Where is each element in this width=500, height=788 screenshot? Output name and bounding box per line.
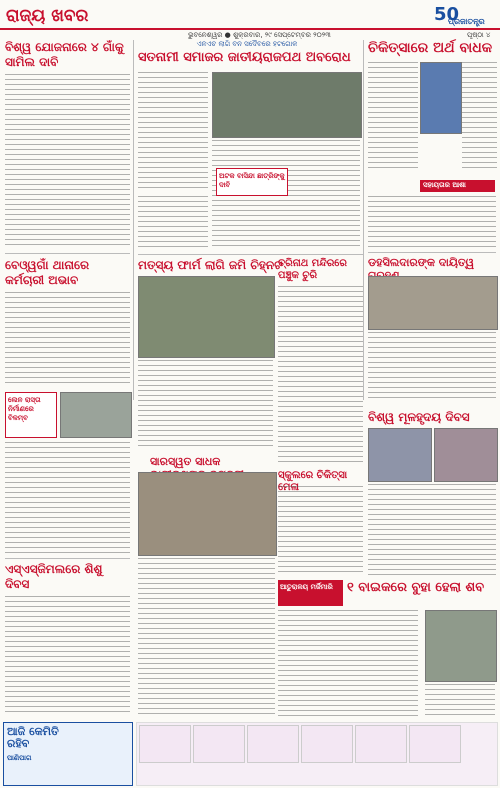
- article-body: [5, 74, 130, 249]
- weather-box: [3, 722, 133, 786]
- weather-cell: [301, 725, 353, 763]
- article-body: [138, 196, 208, 250]
- article-body: [462, 62, 497, 172]
- kicker: ଆତୁରାଳୟ ମର୍ଜିମାରି: [280, 583, 333, 591]
- photo-bike: [425, 610, 497, 682]
- article-body: [425, 684, 495, 718]
- headline-right-mid: ଡହସିଲଦାରଙ୍କ ଦାୟିତ୍ୱ: [368, 256, 475, 269]
- article-body: [138, 360, 273, 450]
- article-body: [5, 292, 130, 387]
- article-body: [138, 72, 208, 192]
- weather-cell: [355, 725, 407, 763]
- kicker: ଏନଏଚ ଲାଗି ବନ ସଦୈବରେ ହଟଗୋଳ: [196, 40, 298, 48]
- headline-center-right-low: ସ୍କୁଲରେ ଚିକିତ୍ସା ମେଳା: [278, 470, 348, 493]
- photo-jayanti-event: [138, 472, 277, 556]
- header-rule: [0, 28, 500, 30]
- weather-cell: [193, 725, 245, 763]
- photo-heart-day-2: [434, 428, 498, 482]
- pull-quote-box: [216, 168, 288, 196]
- inset-box-title: ଲେନ ରାସ୍ତା ନିର୍ମାଣରେ ବିଳମ୍ବ: [8, 395, 41, 422]
- article-body: [368, 196, 496, 248]
- inset-box: [5, 392, 57, 438]
- photo-office: [368, 276, 498, 330]
- photo: [60, 392, 132, 438]
- weather-cell: [247, 725, 299, 763]
- article-body: [368, 332, 496, 402]
- article-body: [5, 442, 130, 554]
- photo-road-blockade: [212, 72, 362, 138]
- divider: [368, 252, 496, 253]
- anniversary-logo: 50: [434, 4, 460, 25]
- divider: [5, 253, 130, 254]
- weather-strip: [136, 722, 498, 786]
- headline-left-low: ଏସ୍ଏସ୍ଜିମଲରେ ଶିଶୁ ଦିବସ: [5, 562, 103, 591]
- divider: [5, 558, 130, 559]
- section-title: ରାଜ୍ୟ ଖବର: [6, 6, 89, 26]
- headline-left-top: ବିଶ୍ୱ ଯୋଜନାରେ ୪ ଗାଁକୁ ସାମିଲ ଦାବି: [5, 40, 124, 69]
- headline-right-top: ଚିକିତ୍ସାରେ ଅର୍ଥ ବାଧକ: [368, 40, 493, 56]
- headline-bottom: ୧ ବାଇକରେ ବୁହା ହେଲା ଶବ: [347, 580, 485, 595]
- article-body: [278, 286, 363, 466]
- pull-quote: ଅଟକ ବାସିନ୍ଦା ଛାତ୍ରିଙ୍କୁ ଦାବି: [219, 171, 285, 189]
- weather-box-sub: ପାଣିପାଗ: [7, 753, 32, 762]
- headline-center-low: ସାରସ୍ୱତ ସାଧକ: [150, 455, 221, 468]
- article-body: [368, 62, 418, 172]
- page-number: ପୃଷ୍ଠା ୪: [467, 31, 491, 39]
- photo-patient: [420, 62, 462, 134]
- weather-cell: [139, 725, 191, 763]
- subhead: ସହାୟତାର ଆଶା: [423, 181, 466, 189]
- headline-center-mid: ମତ୍ସ୍ୟ ଫାର୍ମ ଲାଗି ଜମି ଚିହ୍ନଟ: [138, 258, 283, 272]
- weather-cell: [409, 725, 461, 763]
- photo-land-survey: [138, 276, 275, 358]
- paper-logo: ପ୍ରଜାତନ୍ତ୍ର: [448, 17, 485, 26]
- article-body: [138, 558, 275, 718]
- article-body: [278, 610, 418, 718]
- headline-center-right-mid: ତ୍ରିନାଥ ମନ୍ଦିରରେ ପଞ୍ଚୁକ ଚୁରି: [278, 258, 347, 281]
- divider: [138, 254, 363, 255]
- article-body: [278, 486, 363, 576]
- article-body: [5, 596, 130, 716]
- subhead-box: [420, 180, 495, 192]
- kicker-box: [278, 580, 343, 606]
- headline-left-mid: ବେଓ୍ୱଗାଁ ଥାନାରେ କର୍ମଚାରୀ ଅଭାବ: [5, 258, 90, 287]
- headline-center-main: ସତନାମୀ ସମାଜର ଜାତୀୟରାଜପଥ ଅବରୋଧ: [138, 50, 351, 65]
- weather-box-title: ଆଜି କେମିତି ରହିବ: [7, 725, 59, 750]
- column-divider: [133, 40, 134, 400]
- photo-heart-day: [368, 428, 432, 482]
- headline-right-mid2: ବିଶ୍ୱ ମୂଳହୃଦୟ ଦିବସ: [368, 410, 470, 424]
- column-divider: [363, 40, 364, 400]
- article-body: [368, 484, 496, 576]
- date-line: ଭୁବନେଶ୍ୱର ● ଶୁକ୍ରବାର, ୨୯ ସେପ୍ଟେମ୍ବର ୨୦୨୩: [188, 31, 331, 39]
